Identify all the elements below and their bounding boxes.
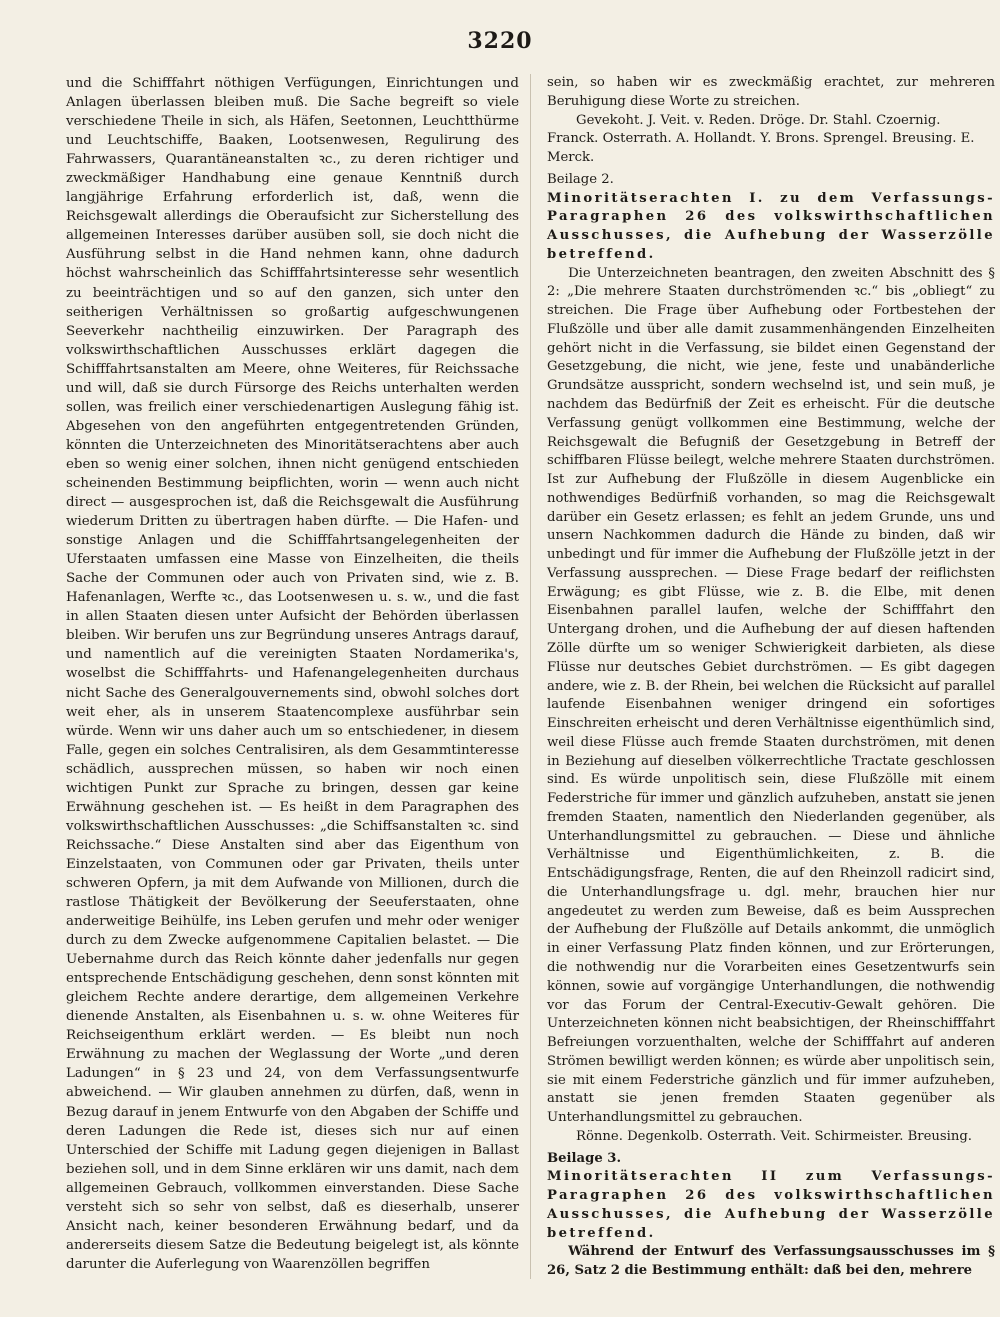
column-divider bbox=[530, 74, 531, 1279]
beilage-2-heading: Minoritätserachten I. zu dem Verfassungs-Paragraphen 26 des volkswirthschaftlichen Ausschusses, die Aufhebung der Wasserzölle betreffend. bbox=[547, 190, 995, 262]
beilage-2-body: Die Unterzeichneten beantragen, den zweiten Abschnitt des § 2: „Die mehrere Staaten durchströmenden ꝛc.“ bis „obliegt“ zu streichen. Die Frage über Aufhebung oder Fortbestehen der Flußzölle und über alle damit zusammenhängenden Einzelheiten gehört nicht in die Verfassung, sie bildet einen Gegenstand der Gesetzgebung, die nicht, wie jene, feste und unabänderliche Grundsätze ausspricht, sondern wechselnd ist, und sein muß, je nachdem das Bedürfniß der Zeit es erheischt. Für die deutsche Verfassung genügt vollkommen eine Bestimmung, welche der Reichsgewalt die Befugniß der Gesetzgebung in Betreff der schiffbaren Flüsse beilegt, welche mehrere Staaten durchströmen. Ist zur Aufhebung der Flußzölle in diesem Augenblicke ein nothwendiges Bedürfniß vorhanden, so mag die Reichsgewalt darüber ein Gesetz erlassen; es fehlt an jedem Grunde, uns und unsern Nachkommen dadurch die Hände zu binden, daß wir unbedingt und für immer die Aufhebung der Flußzölle jetzt in der Verfassung aussprechen. — Diese Frage bedarf der reiflichsten Erwägung; es gibt Flüsse, wie z. B. die Elbe, mit denen Eisenbahnen parallel laufen, welche der Schifffahrt den Untergang drohen, und die Aufhebung der auf diesen haftenden Zölle dürfte um so weniger Schwierigkeit darbieten, als diese Flüsse nur deutsches Gebiet durchströmen. — Es gibt dagegen andere, wie z. B. der Rhein, bei welchen die Rücksicht auf parallel laufende Eisenbahnen weniger dringend ein sofortiges Einschreiten erheischt und deren Verhältnisse eigenthümlich sind, weil diese Flüsse auch fremde Staaten durchströmen, mit denen in Beziehung auf dieselben völkerrechtliche Tractate geschlossen sind. Es würde unpolitisch sein, diese Flußzölle mit einem Federstriche für immer und gänzlich aufzuheben, anstatt sie jenen fremden Staaten, namentlich den Niederlanden gegenüber, als Unterhandlungsmittel zu gebrauchen. — Diese und ähnliche Verhältnisse und Eigenthümlichkeiten, z. B. die Entschädigungsfrage, Renten, die auf den Rheinzoll radicirt sind, die Unterhandlungsfrage u. dgl. mehr, brauchen hier nur angedeutet zu werden zum Beweise, daß es beim Aussprechen der Aufhebung der Flußzölle auf Details ankommt, die unmöglich in einer Verfassung Platz finden können, und zur Erörterungen, die nothwendig nur die Vorarbeiten eines Gesetzentwurfs sein können, sowie auf vorgängige Unterhandlungen, die nothwendig vor das Forum der Central-Executiv-Gewalt gehören. Die Unterzeichneten können nicht beabsichtigen, der Rheinschifffahrt Befreiungen vorzuenthalten, welche der Schifffahrt auf anderen Strömen bewilligt werden können; es würde aber unpolitisch sein, sie mit einem Federstriche gänzlich und für immer aufzuheben, anstatt sie jenen fremden Staaten gegenüber als Unterhandlungsmittel zu gebrauchen. bbox=[547, 265, 996, 1126]
beilage-3-heading: Minoritätserachten II zum Verfassungs-Paragraphen 26 des volkswirthschaftlichen Ausschusses, die Aufhebung der Wasserzölle betreffend. bbox=[547, 1169, 995, 1241]
left-column bbox=[66, 74, 519, 1274]
beilage-2-label: Beilage 2. bbox=[547, 171, 614, 187]
continuation-paragraph: sein, so haben wir es zweckmäßig erachtet, zur mehreren Beruhigung diese Worte zu streichen. bbox=[547, 75, 995, 109]
beilage-3-label: Beilage 3. bbox=[547, 1150, 622, 1166]
left-column-paragraph: und die Schifffahrt nöthigen Verfügungen, Einrichtungen und Anlagen überlassen bleiben muß. Die Sache begreift so viele verschiedene Theile in sich, als Häfen, Seetonnen, Leuchtthürme und Leuchtschiffe, Baaken, Lootsenwesen, Regulirung des Fahrwassers, Quarantäneanstalten ꝛc., zu deren richtiger und zweckmäßiger Handhabung eine genaue Kenntniß durch langjährige Erfahrung erforderlich ist, daß, wenn die Reichsgewalt allerdings die Oberaufsicht zur Sicherstellung des allgemeinen Interesses darüber ausüben soll, sie doch nicht die Ausführung selbst in die Hand nehmen kann, ohne dadurch höchst wahrscheinlich das Schifffahrtsinteresse sehr wesentlich zu beeinträchtigen und so auf den ganzen, sich unter den seitherigen Verhältnissen so großartig aufgeschwungenen Seeverkehr nachtheilig einzuwirken. Der Paragraph des volkswirthschaftlichen Ausschusses erklärt dagegen die Schifffahrtsanstalten am Meere, ohne Weiteres, für Reichssache und will, daß sie durch Fürsorge des Reichs unterhalten werden sollen, was freilich einer verschiedenartigen Auslegung fähig ist. Abgesehen von den angeführten entgegentretenden Gründen, könnten die Unterzeichneten des Minoritätserachtens aber auch eben so wenig einer solchen, ihnen nicht genügend entschieden scheinenden Bestimmung beipflichten, worin — wenn auch nicht direct — ausgesprochen ist, daß die Reichsgewalt die Ausführung wiederum Dritten zu übertragen haben dürfte. — Die Hafen- und sonstige Anlagen und die Schifffahrtsangelegenheiten der Uferstaaten umfassen eine Masse von Einzelheiten, die theils Sache der Communen oder auch von Privaten sind, wie z. B. Hafenanlagen, Werfte ꝛc., das Lootsenwesen u. s. w., und die fast in allen Staaten diesen unter Aufsicht der Behörden überlassen bleiben. Wir berufen uns zur Begründung unseres Antrags darauf, und namentlich auf die vereinigten Staaten Nordamerika's, woselbst die Schifffahrts- und Hafenangelegenheiten durchaus nicht Sache des Generalgouvernements sind, obwohl solches dort weit eher, als in unserem Staatencomplexe ausführbar sein würde. Wenn wir uns daher auch um so entschiedener, in diesem Falle, gegen ein solches Centralisiren, als dem Gesammtinteresse schädlich, aussprechen müssen, so haben wir noch einen wichtigen Punkt zur Sprache zu bringen, dessen gar keine Erwähnung geschehen ist. — Es heißt in dem Paragraphen des volkswirthschaftlichen Ausschusses: „die Schiffsanstalten ꝛc. sind Reichssache.“ Diese Anstalten sind aber das Eigenthum von Einzelstaaten, von Communen oder gar Privaten, theils unter schweren Opfern, ja mit dem Aufwande von Millionen, durch die rastlose Thätigkeit der Bevölkerung der Seeuferstaaten, ohne anderweitige Beihülfe, ins Leben gerufen und mehr oder weniger durch zu dem Zwecke aufgenommene Capitalien belastet. — Die Uebernahme durch das Reich könnte daher jedenfalls nur gegen entsprechende Entschädigung geschehen, denn sonst könnten mit gleichem Rechte andere derartige, dem allgemeinen Verkehre dienende Anstalten, als Eisenbahnen u. s. w. ohne Weiteres für Reichseigenthum erklärt werden. — Es bleibt nun noch Erwähnung zu machen der Weglassung der Worte „und deren Ladungen“ in § 23 und 24, von dem Verfassungsentwurfe abweichend. — Wir glauben annehmen zu dürfen, daß, wenn in Bezug darauf in jenem Entwurfe von den Abgaben der Schiffe und deren Ladungen die Rede ist, dieses sich nur auf einen Unterschied der Schiffe mit Ladung gegen diejenigen in Ballast beziehen soll, und in dem Sinne erklären wir uns damit, nach dem allgemeinen Gebrauch, vollkommen einverstanden. Diese Sache versteht sich so sehr von selbst, daß es dieserhalb, unserer Ansicht nach, keiner besonderen Erwähnung bedarf, und da andererseits diesem Satze die Bedeutung beigelegt ist, als könnte darunter die Auferlegung von Waarenzöllen begriffen bbox=[66, 76, 519, 1272]
signatures-block-2: Rönne. Degenkolb. Osterrath. Veit. Schirmeister. Breusing. bbox=[576, 1128, 972, 1144]
signatures-block-1: Gevekoht. J. Veit. v. Reden. Dröge. Dr. Stahl. Czoernig. Franck. Osterrath. A. Hollandt. Y. Brons. Sprengel. Breusing. E. Merck. bbox=[547, 112, 975, 166]
beilage-3-body: Während der Entwurf des Verfassungsausschusses im § 26, Satz 2 die Bestimmung enthält: daß bei den, mehrere bbox=[547, 1244, 995, 1279]
right-column bbox=[547, 74, 995, 1281]
page-number: 3220 bbox=[467, 28, 533, 54]
